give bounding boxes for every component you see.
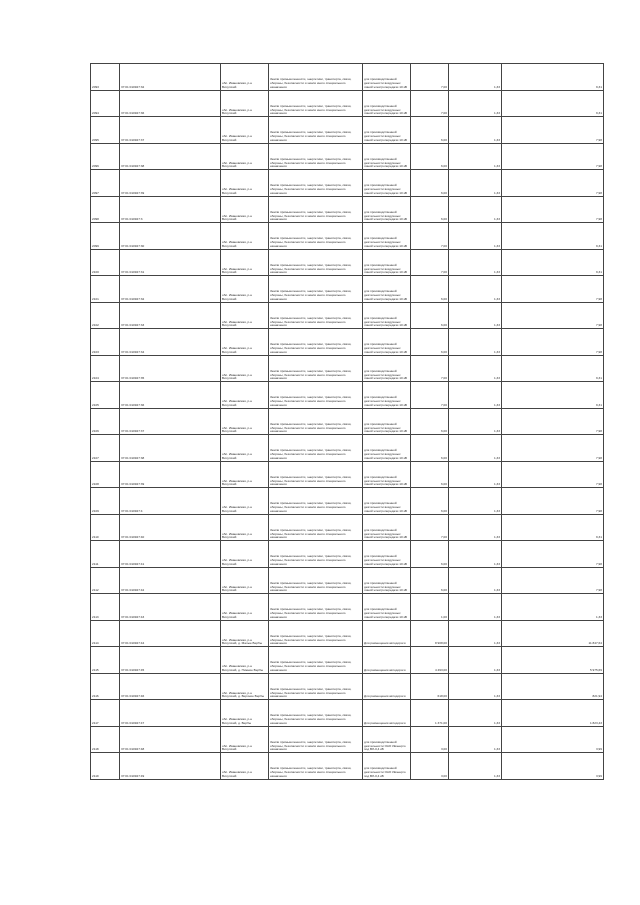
land-category-cell: Земли промышленности, энергетики, транспорта, связи, обороны, безопасности и земли иного специального назначения bbox=[269, 647, 363, 674]
row-number-cell: 2117 bbox=[91, 700, 120, 727]
row-number-cell: 2107 bbox=[91, 435, 120, 462]
rate-cell: 1,33 bbox=[449, 249, 502, 276]
area-cell: 6,00 bbox=[411, 196, 449, 223]
area-cell: 6,00 bbox=[411, 302, 449, 329]
area-cell: 618,00 bbox=[411, 673, 449, 700]
area-cell: 7,00 bbox=[411, 382, 449, 409]
permitted-use-cell: для производственной деятельности ОАО Ивэнерго под ВЛ-0,4 кВ bbox=[363, 726, 411, 753]
rate-cell: 1,33 bbox=[449, 90, 502, 117]
row-number-cell: 2094 bbox=[91, 90, 120, 117]
address-cell: обл. Ивановская, р-н Вичугский bbox=[221, 302, 269, 329]
address-cell: обл. Ивановская, р-н Вичугский, д. Вербы bbox=[221, 700, 269, 727]
amount-cell: 7,98 bbox=[502, 461, 604, 488]
rate-cell: 1,33 bbox=[449, 355, 502, 382]
permitted-use-cell: для производственной деятельности воздушных линий электропередачи 10 кВ bbox=[363, 64, 411, 91]
area-cell: 7,00 bbox=[411, 64, 449, 91]
rate-cell: 1,33 bbox=[449, 117, 502, 144]
area-cell: 4 493,00 bbox=[411, 647, 449, 674]
cadastral-number-cell: 37:01:010927:37 bbox=[120, 117, 221, 144]
rate-cell: 1,33 bbox=[449, 594, 502, 621]
rate-cell: 1,33 bbox=[449, 170, 502, 197]
amount-cell: 11 847,64 bbox=[502, 620, 604, 647]
permitted-use-cell: для производственной деятельности воздушных линий электропередачи 10 кВ bbox=[363, 249, 411, 276]
permitted-use-cell: для производственной деятельности воздушных линий электропередачи 10 кВ bbox=[363, 408, 411, 435]
area-cell: 1 371,00 bbox=[411, 700, 449, 727]
cadastral-number-cell: 37:01:010927:41 bbox=[120, 541, 221, 568]
area-cell: 6,00 bbox=[411, 567, 449, 594]
permitted-use-cell: для производственной деятельности воздушных линий электропередачи 10 кВ bbox=[363, 461, 411, 488]
address-cell: обл. Ивановская, р-н Вичугский bbox=[221, 514, 269, 541]
permitted-use-cell: Для размещения автодороги bbox=[363, 620, 411, 647]
land-category-cell: Земли промышленности, энергетики, транспорта, связи, обороны, безопасности и земли иного специального назначения bbox=[269, 541, 363, 568]
address-cell: обл. Ивановская, р-н Вичугский bbox=[221, 408, 269, 435]
row-number-cell: 2097 bbox=[91, 170, 120, 197]
address-cell: обл. Ивановская, р-н Вичугский bbox=[221, 753, 269, 780]
row-number-cell: 2099 bbox=[91, 223, 120, 250]
rate-cell: 1,33 bbox=[449, 382, 502, 409]
amount-cell: 7,98 bbox=[502, 435, 604, 462]
rate-cell: 1,33 bbox=[449, 143, 502, 170]
table-row bbox=[91, 753, 604, 780]
rate-cell: 1,33 bbox=[449, 541, 502, 568]
cadastral-number-cell: 37:01:010927:37 bbox=[120, 408, 221, 435]
row-number-cell: 2093 bbox=[91, 64, 120, 91]
table-body bbox=[91, 64, 604, 780]
permitted-use-cell: для производственной деятельности воздушных линий электропередачи 10 кВ bbox=[363, 170, 411, 197]
permitted-use-cell: Для размещения автодороги bbox=[363, 673, 411, 700]
area-cell: 3,00 bbox=[411, 753, 449, 780]
area-cell: 6,00 bbox=[411, 276, 449, 303]
table-row bbox=[91, 170, 604, 197]
table-row bbox=[91, 567, 604, 594]
rate-cell: 1,33 bbox=[449, 64, 502, 91]
land-category-cell: Земли промышленности, энергетики, транспорта, связи, обороны, безопасности и земли иного специального назначения bbox=[269, 90, 363, 117]
address-cell: обл. Ивановская, р-н Вичугский bbox=[221, 488, 269, 515]
area-cell: 6,00 bbox=[411, 461, 449, 488]
address-cell: обл. Ивановская, р-н Вичугский, д. Верхние Вербы bbox=[221, 673, 269, 700]
land-category-cell: Земли промышленности, энергетики, транспорта, связи, обороны, безопасности и земли иного специального назначения bbox=[269, 276, 363, 303]
area-cell: 6,00 bbox=[411, 329, 449, 356]
permitted-use-cell: для производственной деятельности воздушных линий электропередачи 10 кВ bbox=[363, 541, 411, 568]
land-category-cell: Земли промышленности, энергетики, транспорта, связи, обороны, безопасности и земли иного специального назначения bbox=[269, 382, 363, 409]
address-cell: обл. Ивановская, р-н Вичугский bbox=[221, 567, 269, 594]
area-cell: 6,00 bbox=[411, 143, 449, 170]
table-row bbox=[91, 620, 604, 647]
amount-cell: 3,99 bbox=[502, 753, 604, 780]
address-cell: обл. Ивановская, р-н Вичугский, д. Малые Вербы bbox=[221, 620, 269, 647]
amount-cell: 9,31 bbox=[502, 223, 604, 250]
amount-cell: 7,98 bbox=[502, 488, 604, 515]
permitted-use-cell: для производственной деятельности воздушных линий электропередачи 10 кВ bbox=[363, 382, 411, 409]
table-row bbox=[91, 594, 604, 621]
permitted-use-cell: для производственной деятельности воздушных линий электропередачи 10 кВ bbox=[363, 117, 411, 144]
address-cell: обл. Ивановская, р-н Вичугский bbox=[221, 435, 269, 462]
address-cell: обл. Ивановская, р-н Вичугский bbox=[221, 223, 269, 250]
row-number-cell: 2100 bbox=[91, 249, 120, 276]
permitted-use-cell: Для размещения автодороги bbox=[363, 647, 411, 674]
amount-cell: 5 975,69 bbox=[502, 647, 604, 674]
permitted-use-cell: для производственной деятельности воздушных линий электропередачи 10 кВ bbox=[363, 196, 411, 223]
land-category-cell: Земли промышленности, энергетики, транспорта, связи, обороны, безопасности и земли иного специального назначения bbox=[269, 514, 363, 541]
area-cell: 7,00 bbox=[411, 355, 449, 382]
amount-cell: 7,98 bbox=[502, 302, 604, 329]
land-category-cell: Земли промышленности, энергетики, транспорта, связи, обороны, безопасности и земли иного специального назначения bbox=[269, 461, 363, 488]
address-cell: обл. Ивановская, р-н Вичугский bbox=[221, 276, 269, 303]
permitted-use-cell: для производственной деятельности воздушных линий электропередачи 10 кВ bbox=[363, 594, 411, 621]
amount-cell: 7,98 bbox=[502, 329, 604, 356]
rate-cell: 1,33 bbox=[449, 435, 502, 462]
land-category-cell: Земли промышленности, энергетики, транспорта, связи, обороны, безопасности и земли иного специального назначения bbox=[269, 700, 363, 727]
cadastral-number-cell: 37:01:010927:46 bbox=[120, 673, 221, 700]
amount-cell: 9,31 bbox=[502, 355, 604, 382]
amount-cell: 3,99 bbox=[502, 726, 604, 753]
rate-cell: 1,33 bbox=[449, 700, 502, 727]
area-cell: 6,00 bbox=[411, 408, 449, 435]
amount-cell: 9,31 bbox=[502, 382, 604, 409]
table-row bbox=[91, 435, 604, 462]
area-cell: 7,00 bbox=[411, 223, 449, 250]
rate-cell: 1,33 bbox=[449, 196, 502, 223]
rate-cell: 1,33 bbox=[449, 514, 502, 541]
cadastral-number-cell: 37:01:010927:4 bbox=[120, 488, 221, 515]
row-number-cell: 2103 bbox=[91, 329, 120, 356]
row-number-cell: 2108 bbox=[91, 461, 120, 488]
row-number-cell: 2098 bbox=[91, 196, 120, 223]
address-cell: обл. Ивановская, р-н Вичугский, д. Нижние Вербы bbox=[221, 647, 269, 674]
address-cell: обл. Ивановская, р-н Вичугский bbox=[221, 196, 269, 223]
table-row bbox=[91, 223, 604, 250]
amount-cell: 9,31 bbox=[502, 249, 604, 276]
row-number-cell: 2106 bbox=[91, 408, 120, 435]
rate-cell: 1,33 bbox=[449, 223, 502, 250]
permitted-use-cell: для производственной деятельности воздушных линий электропередачи 10 кВ bbox=[363, 514, 411, 541]
amount-cell: 7,98 bbox=[502, 143, 604, 170]
table-row bbox=[91, 249, 604, 276]
area-cell: 7,00 bbox=[411, 514, 449, 541]
address-cell: обл. Ивановская, р-н Вичугский bbox=[221, 249, 269, 276]
address-cell: обл. Ивановская, р-н Вичугский bbox=[221, 594, 269, 621]
address-cell: обл. Ивановская, р-н Вичугский bbox=[221, 355, 269, 382]
land-category-cell: Земли промышленности, энергетики, транспорта, связи, обороны, безопасности и земли иного специального назначения bbox=[269, 488, 363, 515]
address-cell: обл. Ивановская, р-н Вичугский bbox=[221, 382, 269, 409]
address-cell: обл. Ивановская, р-н Вичугский bbox=[221, 461, 269, 488]
table-row bbox=[91, 647, 604, 674]
area-cell: 6,00 bbox=[411, 541, 449, 568]
rate-cell: 1,33 bbox=[449, 647, 502, 674]
table-row bbox=[91, 408, 604, 435]
amount-cell: 7,98 bbox=[502, 170, 604, 197]
cadastral-number-cell: 37:01:010927:42 bbox=[120, 567, 221, 594]
land-category-cell: Земли промышленности, энергетики, транспорта, связи, обороны, безопасности и земли иного специального назначения bbox=[269, 567, 363, 594]
table-row bbox=[91, 461, 604, 488]
rate-cell: 1,33 bbox=[449, 408, 502, 435]
cadastral-number-cell: 37:01:010927:36 bbox=[120, 382, 221, 409]
cadastral-number-cell: 37:01:010927:33 bbox=[120, 302, 221, 329]
table-row bbox=[91, 514, 604, 541]
row-number-cell: 2105 bbox=[91, 382, 120, 409]
address-cell: обл. Ивановская, р-н Вичугский bbox=[221, 117, 269, 144]
land-category-cell: Земли промышленности, энергетики, транспорта, связи, обороны, безопасности и земли иного специального назначения bbox=[269, 355, 363, 382]
table-row bbox=[91, 64, 604, 91]
cadastral-number-cell: 37:01:010927:48 bbox=[120, 726, 221, 753]
row-number-cell: 2118 bbox=[91, 726, 120, 753]
table-row bbox=[91, 329, 604, 356]
rate-cell: 1,33 bbox=[449, 276, 502, 303]
area-cell: 6,00 bbox=[411, 488, 449, 515]
land-category-cell: Земли промышленности, энергетики, транспорта, связи, обороны, безопасности и земли иного специального назначения bbox=[269, 249, 363, 276]
cadastral-number-cell: 37:01:010927:40 bbox=[120, 514, 221, 541]
permitted-use-cell: для производственной деятельности воздушных линий электропередачи 10 кВ bbox=[363, 435, 411, 462]
area-cell: 6,00 bbox=[411, 170, 449, 197]
table-row bbox=[91, 143, 604, 170]
rate-cell: 1,33 bbox=[449, 329, 502, 356]
table-row bbox=[91, 355, 604, 382]
address-cell: обл. Ивановская, р-н Вичугский bbox=[221, 143, 269, 170]
table-row bbox=[91, 726, 604, 753]
land-category-cell: Земли промышленности, энергетики, транспорта, связи, обороны, безопасности и земли иного специального назначения bbox=[269, 143, 363, 170]
address-cell: обл. Ивановская, р-н Вичугский bbox=[221, 726, 269, 753]
rate-cell: 1,33 bbox=[449, 302, 502, 329]
cadastral-number-cell: 37:01:010927:44 bbox=[120, 620, 221, 647]
row-number-cell: 2104 bbox=[91, 355, 120, 382]
permitted-use-cell: для производственной деятельности воздушных линий электропередачи 10 кВ bbox=[363, 143, 411, 170]
land-category-cell: Земли промышленности, энергетики, транспорта, связи, обороны, безопасности и земли иного специального назначения bbox=[269, 673, 363, 700]
area-cell: 6,00 bbox=[411, 435, 449, 462]
table-row bbox=[91, 673, 604, 700]
land-category-cell: Земли промышленности, энергетики, транспорта, связи, обороны, безопасности и земли иного специального назначения bbox=[269, 117, 363, 144]
amount-cell: 7,98 bbox=[502, 196, 604, 223]
cadastral-number-cell: 37:01:010927:47 bbox=[120, 700, 221, 727]
address-cell: обл. Ивановская, р-н Вичугский bbox=[221, 90, 269, 117]
cadastral-number-cell: 37:01:010927:36 bbox=[120, 90, 221, 117]
permitted-use-cell: для производственной деятельности ОАО Ивэнерго под ВЛ-0,4 кВ bbox=[363, 753, 411, 780]
rate-cell: 1,33 bbox=[449, 488, 502, 515]
land-category-cell: Земли промышленности, энергетики, транспорта, связи, обороны, безопасности и земли иного специального назначения bbox=[269, 170, 363, 197]
area-cell: 7,00 bbox=[411, 249, 449, 276]
permitted-use-cell: для производственной деятельности воздушных линий электропередачи 10 кВ bbox=[363, 355, 411, 382]
cadastral-number-cell: 37:01:010927:39 bbox=[120, 461, 221, 488]
cadastral-number-cell: 37:01:010927:32 bbox=[120, 64, 221, 91]
table-row bbox=[91, 90, 604, 117]
land-category-cell: Земли промышленности, энергетики, транспорта, связи, обороны, безопасности и земли иного специального назначения bbox=[269, 64, 363, 91]
row-number-cell: 2109 bbox=[91, 488, 120, 515]
amount-cell: 9,31 bbox=[502, 64, 604, 91]
cadastral-number-cell: 37:01:010927:35 bbox=[120, 355, 221, 382]
area-cell: 6,00 bbox=[411, 117, 449, 144]
cadastral-number-cell: 37:01:010927:38 bbox=[120, 435, 221, 462]
table-row bbox=[91, 117, 604, 144]
area-cell: 8 908,00 bbox=[411, 620, 449, 647]
rate-cell: 1,33 bbox=[449, 673, 502, 700]
amount-cell: 1,33 bbox=[502, 594, 604, 621]
table-row bbox=[91, 382, 604, 409]
row-number-cell: 2112 bbox=[91, 567, 120, 594]
address-cell: обл. Ивановская, р-н Вичугский bbox=[221, 170, 269, 197]
area-cell: 7,00 bbox=[411, 90, 449, 117]
cadastral-number-cell: 37:01:010927:49 bbox=[120, 753, 221, 780]
row-number-cell: 2113 bbox=[91, 594, 120, 621]
cadastral-number-cell: 37:01:010927:45 bbox=[120, 647, 221, 674]
amount-cell: 1 823,43 bbox=[502, 700, 604, 727]
permitted-use-cell: для производственной деятельности воздушных линий электропередачи 10 кВ bbox=[363, 90, 411, 117]
amount-cell: 821,94 bbox=[502, 673, 604, 700]
row-number-cell: 2119 bbox=[91, 753, 120, 780]
amount-cell: 9,31 bbox=[502, 90, 604, 117]
row-number-cell: 2096 bbox=[91, 143, 120, 170]
cadastral-number-cell: 37:01:010927:34 bbox=[120, 329, 221, 356]
cadastral-number-cell: 37:01:010927:38 bbox=[120, 143, 221, 170]
address-cell: обл. Ивановская, р-н Вичугский bbox=[221, 64, 269, 91]
rate-cell: 1,33 bbox=[449, 753, 502, 780]
rate-cell: 1,33 bbox=[449, 726, 502, 753]
cadastral-number-cell: 37:01:010927:31 bbox=[120, 249, 221, 276]
row-number-cell: 2115 bbox=[91, 647, 120, 674]
table-row bbox=[91, 541, 604, 568]
cadastral-number-cell: 37:01:010927:43 bbox=[120, 594, 221, 621]
cadastral-number-cell: 37:01:010927:30 bbox=[120, 223, 221, 250]
row-number-cell: 2111 bbox=[91, 541, 120, 568]
land-category-cell: Земли промышленности, энергетики, транспорта, связи, обороны, безопасности и земли иного специального назначения bbox=[269, 726, 363, 753]
permitted-use-cell: для производственной деятельности воздушных линий электропередачи 10 кВ bbox=[363, 223, 411, 250]
row-number-cell: 2101 bbox=[91, 276, 120, 303]
amount-cell: 9,31 bbox=[502, 514, 604, 541]
address-cell: обл. Ивановская, р-н Вичугский bbox=[221, 329, 269, 356]
row-number-cell: 2116 bbox=[91, 673, 120, 700]
cadastral-number-cell: 37:01:010927:3 bbox=[120, 196, 221, 223]
land-registry-table bbox=[90, 63, 604, 780]
land-category-cell: Земли промышленности, энергетики, транспорта, связи, обороны, безопасности и земли иного специального назначения bbox=[269, 753, 363, 780]
cadastral-number-cell: 37:01:010927:32 bbox=[120, 276, 221, 303]
cadastral-number-cell: 37:01:010927:39 bbox=[120, 170, 221, 197]
amount-cell: 7,98 bbox=[502, 276, 604, 303]
row-number-cell: 2110 bbox=[91, 514, 120, 541]
rate-cell: 1,33 bbox=[449, 567, 502, 594]
land-category-cell: Земли промышленности, энергетики, транспорта, связи, обороны, безопасности и земли иного специального назначения bbox=[269, 223, 363, 250]
area-cell: 3,00 bbox=[411, 726, 449, 753]
area-cell: 1,00 bbox=[411, 594, 449, 621]
row-number-cell: 2114 bbox=[91, 620, 120, 647]
table-row bbox=[91, 302, 604, 329]
permitted-use-cell: для производственной деятельности воздушных линий электропередачи 10 кВ bbox=[363, 488, 411, 515]
table-row bbox=[91, 488, 604, 515]
permitted-use-cell: для производственной деятельности воздушных линий электропередачи 10 кВ bbox=[363, 276, 411, 303]
land-category-cell: Земли промышленности, энергетики, транспорта, связи, обороны, безопасности и земли иного специального назначения bbox=[269, 196, 363, 223]
rate-cell: 1,33 bbox=[449, 461, 502, 488]
permitted-use-cell: для производственной деятельности воздушных линий электропередачи 10 кВ bbox=[363, 302, 411, 329]
row-number-cell: 2102 bbox=[91, 302, 120, 329]
row-number-cell: 2095 bbox=[91, 117, 120, 144]
land-category-cell: Земли промышленности, энергетики, транспорта, связи, обороны, безопасности и земли иного специального назначения bbox=[269, 435, 363, 462]
permitted-use-cell: для производственной деятельности воздушных линий электропередачи 10 кВ bbox=[363, 567, 411, 594]
permitted-use-cell: Для размещения автодороги bbox=[363, 700, 411, 727]
amount-cell: 7,98 bbox=[502, 408, 604, 435]
amount-cell: 7,98 bbox=[502, 541, 604, 568]
land-category-cell: Земли промышленности, энергетики, транспорта, связи, обороны, безопасности и земли иного специального назначения bbox=[269, 594, 363, 621]
address-cell: обл. Ивановская, р-н Вичугский bbox=[221, 541, 269, 568]
land-category-cell: Земли промышленности, энергетики, транспорта, связи, обороны, безопасности и земли иного специального назначения bbox=[269, 620, 363, 647]
table-row bbox=[91, 276, 604, 303]
table-row bbox=[91, 700, 604, 727]
amount-cell: 7,98 bbox=[502, 567, 604, 594]
land-category-cell: Земли промышленности, энергетики, транспорта, связи, обороны, безопасности и земли иного специального назначения bbox=[269, 408, 363, 435]
rate-cell: 1,33 bbox=[449, 620, 502, 647]
amount-cell: 7,98 bbox=[502, 117, 604, 144]
table-row bbox=[91, 196, 604, 223]
land-category-cell: Земли промышленности, энергетики, транспорта, связи, обороны, безопасности и земли иного специального назначения bbox=[269, 302, 363, 329]
permitted-use-cell: для производственной деятельности воздушных линий электропередачи 10 кВ bbox=[363, 329, 411, 356]
land-category-cell: Земли промышленности, энергетики, транспорта, связи, обороны, безопасности и земли иного специального назначения bbox=[269, 329, 363, 356]
